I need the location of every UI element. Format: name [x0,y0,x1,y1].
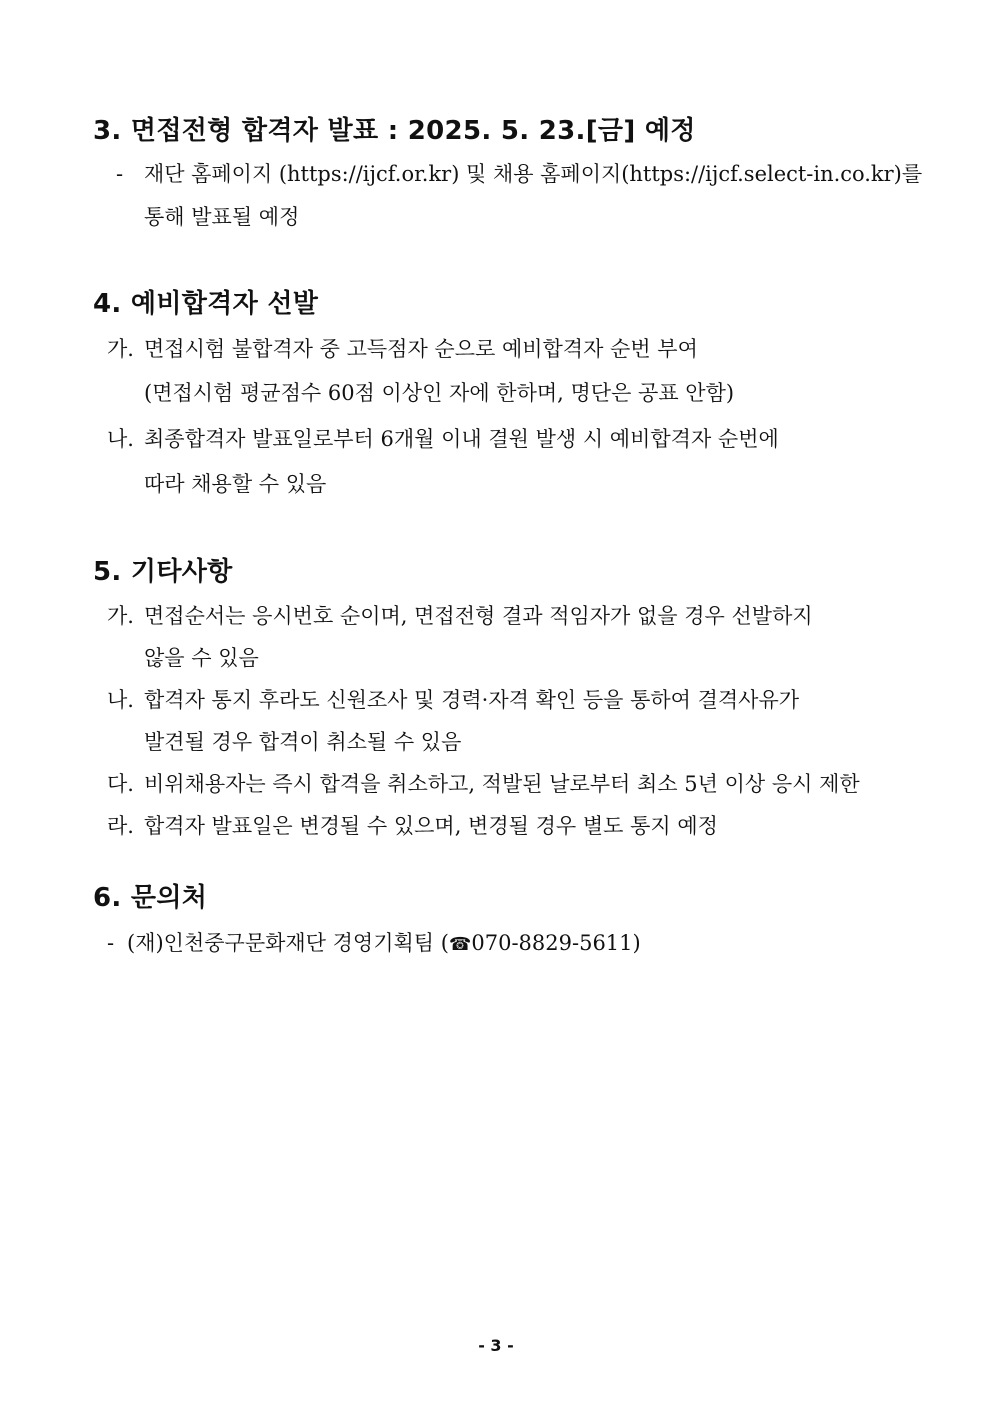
section-5-item-ga-line-2: 않을 수 있음 [144,646,259,670]
item-marker: 나. [107,688,134,712]
section-4-item-na-line-1 [107,424,779,454]
section-4-item-na-line-2: 따라 채용할 수 있음 [144,472,327,496]
item-marker: 가. [107,604,134,628]
item-marker: 라. [107,814,134,838]
section-6-heading: 6. 문의처 [93,883,208,913]
contact-suffix: ) [632,931,641,955]
telephone-icon: ☎ [448,934,472,955]
section-3-item-1-line-2: 통해 발표될 예정 [144,205,300,229]
section-4-heading: 4. 예비합격자 선발 [93,289,319,319]
section-5-item-na-line-2: 발견될 경우 합격이 취소될 수 있음 [144,730,462,754]
item-text: 최종합격자 발표일로부터 6개월 이내 결원 발생 시 예비합격자 순번에 [144,427,779,451]
item-text: 합격자 통지 후라도 신원조사 및 경력·자격 확인 등을 통하여 결격사유가 [144,688,800,712]
item-text: 합격자 발표일은 변경될 수 있으며, 변경될 경우 별도 통지 예정 [144,814,718,838]
section-4-item-ga-line-2: (면접시험 평균점수 60점 이상인 자에 한하며, 명단은 공표 안함) [144,381,735,405]
section-5-heading: 5. 기타사항 [93,557,233,587]
section-5-item-da [107,769,860,799]
item-marker: 다. [107,772,134,796]
item-marker: 가. [107,337,134,361]
item-text: 면접시험 불합격자 중 고득점자 순으로 예비합격자 순번 부여 [144,337,698,361]
dash-marker: - [107,931,115,955]
contact-phone: 070-8829-5611 [471,931,633,955]
item-text: 면접순서는 응시번호 순이며, 면접전형 결과 적임자가 없을 경우 선발하지 [144,604,813,628]
section-3-item-1-line-1 [116,159,922,189]
section-5-item-ga-line-1 [107,601,813,631]
item-text: 재단 홈페이지 (https://ijcf.or.kr) 및 채용 홈페이지(https://ijcf.select-in.co.kr)를 [143,162,923,186]
section-4-item-ga-line-1 [107,334,698,364]
dash-marker: - [116,162,124,186]
section-5-item-ra [107,811,718,841]
contact-org: (재)인천중구문화재단 경영기획팀 ( [127,931,449,955]
section-3-heading: 3. 면접전형 합격자 발표 : 2025. 5. 23.[금] 예정 [93,116,696,146]
section-5-item-na-line-1 [107,685,799,715]
item-marker: 나. [107,427,134,451]
item-text: 비위채용자는 즉시 합격을 취소하고, 적발된 날로부터 최소 5년 이상 응시 제한 [144,772,860,796]
contact-line [107,928,641,960]
page-number: - 3 - [478,1336,514,1355]
